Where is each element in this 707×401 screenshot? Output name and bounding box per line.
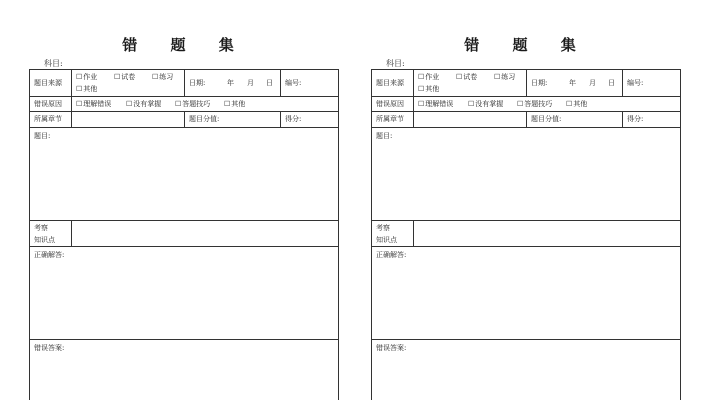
checkbox-icon[interactable]: ☐ (114, 73, 121, 81)
source-option-practice[interactable]: ☐练习 (494, 73, 516, 81)
wrong-answer-label: 错误答案: (34, 344, 65, 352)
reason-option-not-mastered[interactable]: ☐没有掌握 (126, 100, 162, 108)
correct-answer-label: 正确解答: (34, 251, 65, 259)
knowledge-field[interactable] (414, 221, 682, 246)
reason-option-misunderstand[interactable]: ☐理解错误 (76, 100, 112, 108)
checkbox-icon[interactable]: ☐ (517, 100, 524, 108)
month-label: 月 (247, 79, 254, 87)
reason-option-misunderstand[interactable]: ☐理解错误 (418, 100, 454, 108)
date-field[interactable] (527, 70, 623, 96)
wrong-answer-area[interactable] (30, 340, 338, 401)
source-label: 题目来源 (376, 79, 404, 87)
checkbox-icon[interactable]: ☐ (418, 85, 425, 93)
sheet-title: 错 题 集 (122, 36, 248, 54)
form-grid (29, 69, 339, 400)
mistake-sheet-left (29, 0, 341, 400)
knowledge-label-line1: 考察 (34, 224, 48, 232)
knowledge-row (30, 221, 338, 247)
checkbox-icon[interactable]: ☐ (418, 100, 425, 108)
source-option-exam[interactable]: ☐试卷 (114, 73, 136, 81)
correct-answer-label: 正确解答: (376, 251, 407, 259)
reason-row (30, 97, 338, 112)
reason-option-other[interactable]: ☐其他 (224, 100, 246, 108)
checkbox-icon[interactable]: ☐ (224, 100, 231, 108)
source-label: 题目来源 (34, 79, 62, 87)
knowledge-field[interactable] (72, 221, 340, 246)
number-field[interactable] (281, 70, 340, 96)
reason-label: 错误原因 (34, 100, 62, 108)
wrong-answer-area[interactable] (372, 340, 680, 401)
correct-answer-area[interactable] (372, 247, 680, 340)
checkbox-icon[interactable]: ☐ (418, 73, 425, 81)
number-field[interactable] (623, 70, 682, 96)
checkbox-icon[interactable]: ☐ (456, 73, 463, 81)
mistake-sheet-right (371, 0, 683, 400)
reason-option-not-mastered[interactable]: ☐没有掌握 (468, 100, 504, 108)
got-score-field[interactable] (281, 112, 340, 127)
source-row (30, 70, 338, 97)
sheet-title: 错 题 集 (464, 36, 590, 54)
got-score-label: 得分: (627, 115, 644, 123)
source-row (372, 70, 680, 97)
day-label: 日 (266, 79, 273, 87)
score-field[interactable] (527, 112, 623, 127)
reason-option-technique[interactable]: ☐答题技巧 (517, 100, 553, 108)
got-score-label: 得分: (285, 115, 302, 123)
correct-answer-area[interactable] (30, 247, 338, 340)
reason-label: 错误原因 (376, 100, 404, 108)
chapter-row (30, 112, 338, 128)
checkbox-icon[interactable]: ☐ (175, 100, 182, 108)
year-label: 年 (227, 79, 234, 87)
year-label: 年 (569, 79, 576, 87)
knowledge-label-line1: 考察 (376, 224, 390, 232)
reason-option-other[interactable]: ☐其他 (566, 100, 588, 108)
score-field[interactable] (185, 112, 281, 127)
score-label: 题目分值: (189, 115, 220, 123)
source-option-exam[interactable]: ☐试卷 (456, 73, 478, 81)
question-area[interactable] (372, 128, 680, 221)
checkbox-icon[interactable]: ☐ (566, 100, 573, 108)
knowledge-row (372, 221, 680, 247)
reason-row (372, 97, 680, 112)
wrong-answer-label: 错误答案: (376, 344, 407, 352)
source-option-other[interactable]: ☐其他 (418, 85, 440, 93)
number-label: 编号: (627, 79, 644, 87)
subject-label: 科目: (386, 59, 405, 68)
date-label: 日期: (189, 79, 206, 87)
day-label: 日 (608, 79, 615, 87)
checkbox-icon[interactable]: ☐ (76, 85, 83, 93)
score-label: 题目分值: (531, 115, 562, 123)
checkbox-icon[interactable]: ☐ (494, 73, 501, 81)
chapter-row (372, 112, 680, 128)
chapter-label: 所属章节 (34, 115, 62, 123)
reason-option-technique[interactable]: ☐答题技巧 (175, 100, 211, 108)
checkbox-icon[interactable]: ☐ (126, 100, 133, 108)
checkbox-icon[interactable]: ☐ (152, 73, 159, 81)
chapter-label: 所属章节 (376, 115, 404, 123)
question-label: 题目: (34, 132, 51, 140)
subject-label: 科目: (44, 59, 63, 68)
checkbox-icon[interactable]: ☐ (76, 100, 83, 108)
date-field[interactable] (185, 70, 281, 96)
source-option-other[interactable]: ☐其他 (76, 85, 98, 93)
question-area[interactable] (30, 128, 338, 221)
date-label: 日期: (531, 79, 548, 87)
source-option-practice[interactable]: ☐练习 (152, 73, 174, 81)
source-option-homework[interactable]: ☐作业 (76, 73, 98, 81)
month-label: 月 (589, 79, 596, 87)
chapter-field[interactable] (414, 112, 527, 127)
knowledge-label-line2: 知识点 (376, 236, 397, 244)
number-label: 编号: (285, 79, 302, 87)
source-option-homework[interactable]: ☐作业 (418, 73, 440, 81)
checkbox-icon[interactable]: ☐ (76, 73, 83, 81)
chapter-field[interactable] (72, 112, 185, 127)
form-grid (371, 69, 681, 400)
knowledge-label-line2: 知识点 (34, 236, 55, 244)
got-score-field[interactable] (623, 112, 682, 127)
question-label: 题目: (376, 132, 393, 140)
checkbox-icon[interactable]: ☐ (468, 100, 475, 108)
